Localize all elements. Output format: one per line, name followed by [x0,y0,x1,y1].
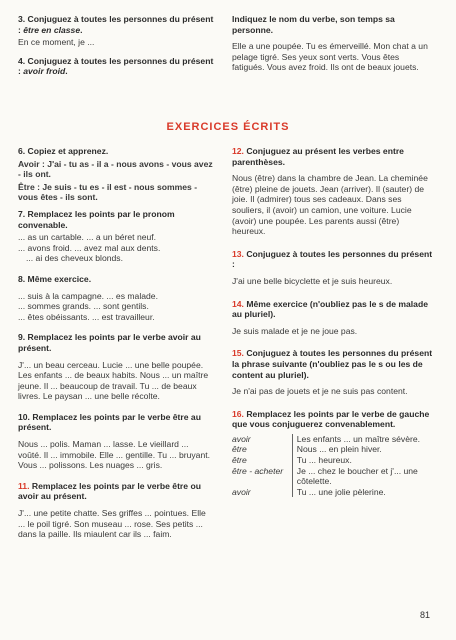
sentence-cell: Nous ... en plein hiver. [292,444,434,455]
avoir-forms: J'ai - tu as - il a - nous avons - vous avez - ils ont. [18,158,213,180]
exercise-number: 3. [18,14,26,24]
exercise-14 [232,299,434,337]
exercise-number: 13. [232,248,244,259]
table-row [232,444,434,455]
exercise-instruction: Conjuguez à toutes les personnes du présent : [18,55,214,77]
exercise-number: 8. [18,273,26,284]
table-row [232,434,434,445]
exercise-instruction: Remplacez les points par le verbe être au présent. [18,411,201,433]
list-item: ... as un cartable. ... a un béret neuf. [18,232,157,243]
list-item: ... êtes obéissants. ... est travailleur. [18,311,155,322]
sentence-cell: Les enfants ... un maître sévère. [292,434,434,445]
section-title: EXERCICES ÉCRITS [166,121,290,133]
top-left-column [18,14,214,81]
table-row [232,455,434,466]
exercise-15 [232,348,434,396]
page-number: 81 [420,610,431,620]
exercise-instruction-end: . [65,66,68,77]
exercise-instruction: Remplacez les points par le pronom convenable. [18,208,175,230]
verb-cell: avoir [232,486,251,497]
exercise-text: Je suis malade et je ne joue pas. [232,325,358,336]
exercise-instruction: Même exercice. [25,273,92,284]
sentence-cell: Tu ... une jolie pèlerine. [292,487,434,498]
list-item: ... suis à la campagne. ... es malade. [18,290,158,301]
exercise-instruction-end: . [80,24,83,35]
verb-cell: être [232,444,247,455]
list-item: ... sommes grands. ... sont gentils. [18,301,149,312]
exercise-text: J'... un beau cerceau. Lucie ... une belle poupée. Les enfants ... de beaux habits. Nous ... un maître jeune. Il ... beaucoup de travail. Tu ... de beaux livres. Le paysan ... une belle récolte. [18,359,209,402]
exercise-number: 7. [18,208,26,219]
list-item: ... avons froid. ... avez mal aux dents. [18,242,161,253]
exercise-16 [232,409,434,498]
exercise-instruction: Conjuguez à toutes les personnes du présent : [18,14,214,35]
exercise-text: Nous ... polis. Maman ... lasse. Le vieillard ... voûté. Il ... immobile. Elle ... gentille. Tu ... bruyant. Vous ... polissons. Les nuages ... gris. [18,439,211,471]
exercise-instruction: Conjuguez à toutes les personnes du présent : [232,248,433,270]
sentence-cell: Tu ... heureux. [292,455,434,466]
right-column [232,146,434,501]
exercise-instruction-verb: être en classe [23,24,81,35]
table-row [232,466,434,487]
sentence-cell: Je ... chez le boucher et j'... une côtelette. [292,466,434,487]
exercise-number: 12. [232,146,244,156]
exercise-number: 6. [18,146,26,156]
verb-table [232,434,434,498]
exercise-12 [232,146,434,237]
left-column [18,146,214,544]
exercise-text: J'... une petite chatte. Ses griffes ... pointues. Elle ... le poil tigré. Son museau ... rose. Ses petits ... dans la paille. Ils miaulent car ils ... faim. [18,508,206,540]
exercise-number: 16. [232,408,244,419]
exercise-text: En ce moment, je ... [18,37,95,48]
exercise-9 [18,332,214,402]
exercise-instruction: Indiquez le nom du verbe, son temps sa personne. [232,14,395,35]
exercise-text: Je n'ai pas de jouets et je ne suis pas content. [232,386,408,397]
exercise-instruction: Remplacez les points par le verbe de gauche que vous conjuguerez convenablement. [232,408,430,430]
list-item: ... ai des cheveux blonds. [26,253,123,264]
exercise-13 [232,249,434,287]
avoir-label: Avoir : [18,158,45,169]
exercise-text: J'ai une belle bicyclette et je suis heureux. [232,275,393,286]
exercise-instruction: Copiez et apprenez. [25,146,109,156]
exercise-number: 15. [232,348,244,359]
etre-label: Être : [18,181,40,192]
exercise-instruction: Conjuguez à toutes les personnes du présent la phrase suivante (n'oubliez pas le s ou les de content au pluriel). [232,348,433,380]
exercise-text: Nous (être) dans la chambre de Jean. La cheminée (être) pleine de jouets. Jean (arriver). Il (sauter) de joie. Il (admirer) tous ses cadeaux. Dans ses souliers, il (avoir) un camion, une voiture. Lucie (avoir) une poupée. Les parents aussi (être) heureux. [232,173,428,237]
exercise-8 [18,274,214,322]
exercise-instruction-verb: avoir froid [23,66,66,77]
exercise-number: 14. [232,298,244,309]
exercise-instruction: Remplacez les points par le verbe avoir au présent. [18,332,201,353]
exercise-3 [18,14,214,48]
verb-cell: être [232,455,247,466]
exercise-number: 9. [18,332,26,343]
verb-cell: être - acheter [232,465,284,476]
exercise-10 [18,412,214,471]
exercise-number: 4. [18,55,26,66]
exercise-4 [18,56,214,77]
exercise-instruction: Même exercice (n'oubliez pas le s de malade au pluriel). [232,298,428,320]
exercise-number: 11. [18,480,30,491]
exercise-instruction: Remplacez les points par le verbe être ou avoir au présent. [18,480,201,502]
table-row [232,487,434,498]
exercise-11 [18,481,214,540]
exercise-text: Elle a une poupée. Tu es émerveillé. Mon chat a un pelage tigré. Ses yeux sont verts. Vous êtes fatigués. Vous avez froid. Ils ont de beaux jouets. [232,41,428,73]
etre-forms: Je suis - tu es - il est - nous sommes - vous êtes - ils sont. [18,181,198,203]
exercise-6 [18,146,214,203]
verb-cell: avoir [232,433,251,444]
exercise-instruction: Conjuguez au présent les verbes entre parenthèses. [232,146,404,167]
exercise-number: 10. [18,411,30,422]
exercise-7 [18,209,214,264]
top-right-column [232,14,434,73]
